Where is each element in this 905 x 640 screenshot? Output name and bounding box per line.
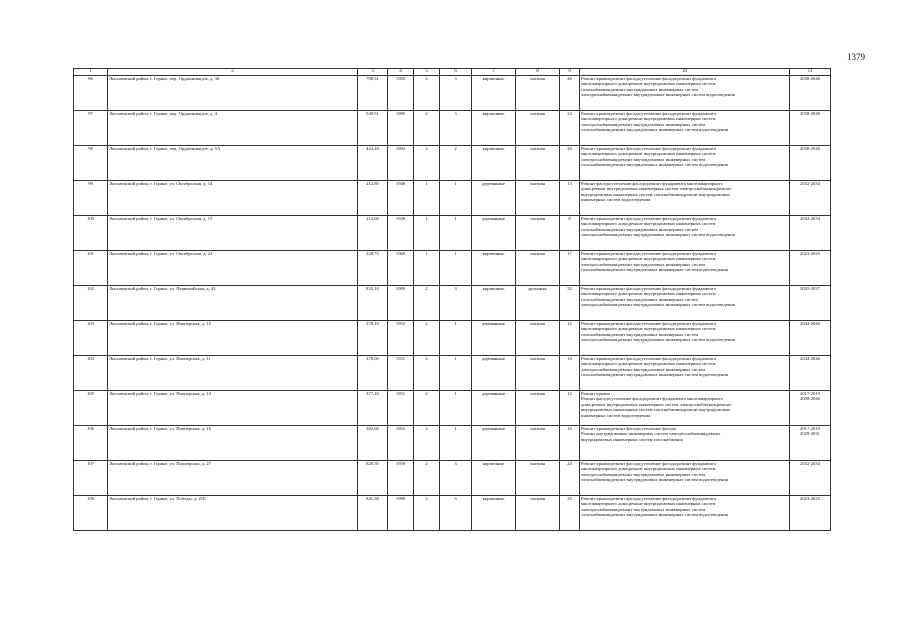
year-built-cell: 1952 [388, 426, 414, 461]
table-row [74, 181, 831, 216]
row-number: 96 [74, 76, 108, 111]
area-cell: 228,75 [358, 251, 388, 286]
row-number: 99 [74, 181, 108, 216]
apartments-cell: 8 [560, 216, 580, 251]
floors-cell: 2 [414, 461, 440, 496]
year-built-cell: 1989 [388, 496, 414, 531]
address-cell: Лысьвенский район, г. Горнье, ул. Пионерская, д. 14 [108, 391, 358, 426]
area-cell: 378,00 [358, 356, 388, 391]
table-row [74, 356, 831, 391]
floors-cell: 2 [414, 286, 440, 321]
work-line: многоквартирного дома;ремонт внутридомовых инженерных систем [581, 501, 716, 507]
roof-type-cell: скатная [516, 321, 560, 356]
work-line: электроснабжения;ремонт внутридомовых инженерных систем [581, 471, 706, 477]
entrances-cell: 1 [440, 181, 472, 216]
row-number: 106 [74, 426, 108, 461]
row-number: 104 [74, 356, 108, 391]
work-line: газоснабжения;ремонт внутридомовых инженерных систем [581, 86, 699, 92]
work-line: многоквартирного дома;ремонт внутридомовых инженерных систем [581, 466, 716, 472]
work-line: многоквартирного дома;ремонт внутридомовых инженерных систем [581, 326, 716, 332]
works-list-cell [580, 251, 790, 286]
column-header-3: 3 [358, 69, 388, 76]
roof-type-cell: скатная [516, 146, 560, 181]
works-list-cell [580, 286, 790, 321]
wall-material-cell: кирпичные [472, 496, 516, 531]
floors-cell: 2 [414, 356, 440, 391]
work-line: газоснабжения;ремонт внутридомовых инженерных систем водоотведения [581, 127, 728, 133]
period-cell: 2032-2034 [790, 216, 831, 251]
column-header-6: 6 [440, 69, 472, 76]
work-line: электроснабжения;ремонт внутридомовых инженерных систем водоотведения [581, 302, 735, 308]
row-number: 102 [74, 286, 108, 321]
table-row [74, 146, 831, 181]
work-line: многоквартирного дома;ремонт внутридомовых инженерных систем [581, 81, 716, 87]
address-cell: Лысьвенский район, г. Горнье, ул. Победы, д. 21Б [108, 496, 358, 531]
area-cell: 212,60 [358, 216, 388, 251]
table-row [74, 391, 831, 426]
area-cell: 377,40 [358, 391, 388, 426]
wall-material-cell: деревянные [472, 321, 516, 356]
housing-register-table [73, 68, 831, 531]
address-cell: Лысьвенский район, г. Горнье, ул. Октябрьская, д. 15 [108, 216, 358, 251]
roof-type-cell: скатная [516, 76, 560, 111]
row-number: 105 [74, 391, 108, 426]
apartments-cell: 20 [560, 146, 580, 181]
work-line: электроснабжения;ремонт внутридомовых инженерных систем [581, 506, 706, 512]
apartments-cell: 32 [560, 286, 580, 321]
table-row [74, 216, 831, 251]
work-line: газоснабжения;ремонт внутридомовых инженерных систем водоотведения [581, 372, 728, 378]
table-row [74, 251, 831, 286]
period-cell: 2023-2025 [790, 496, 831, 531]
entrances-cell: 3 [440, 461, 472, 496]
work-line: внутридомовых инженерных систем газоснабжения [581, 436, 683, 442]
year-built-cell: 1958 [388, 461, 414, 496]
floors-cell: 2 [414, 496, 440, 531]
work-line: Ремонт крыши;ремонт фасада;утепление фасада;ремонт фундамента [581, 496, 716, 501]
entrances-cell: 1 [440, 356, 472, 391]
works-list-cell [580, 461, 790, 496]
wall-material-cell: деревянные [472, 391, 516, 426]
work-line: Ремонт крыши;ремонт фасада;утепление фасада;ремонт фундамента [581, 76, 716, 81]
floors-cell: 1 [414, 216, 440, 251]
period-cell: 2032-2034 [790, 181, 831, 216]
address-cell: Лысьвенский район, г. Горнье, ул. Пионерская, д. 15 [108, 321, 358, 356]
roof-type-cell: скатная [516, 181, 560, 216]
work-line: газоснабжения;ремонт внутридомовых инженерных систем водоотведения [581, 477, 728, 483]
work-line: электроснабжения;ремонт внутридомовых инженерных систем водоотведения [581, 232, 735, 238]
work-line: Ремонт крыши;ремонт фасада;утепление фасада;ремонт фундамента [581, 146, 716, 151]
period-cell: 2023-2025 [790, 251, 831, 286]
period-cell: 2038-2040 [790, 76, 831, 111]
works-list-cell [580, 76, 790, 111]
work-line: газоснабжения;ремонт внутридомовых инженерных систем [581, 226, 699, 232]
apartments-cell: 24 [560, 461, 580, 496]
work-line: Ремонт крыши;ремонт фасада;утепление фасада;ремонт фундамента [581, 111, 716, 116]
address-cell: Лысьвенский район, г. Горнье, пер. Орджоникидзе, д. 5А [108, 146, 358, 181]
work-line: многоквартирного дома;ремонт внутридомовых инженерных систем [581, 256, 716, 262]
column-header-11: 11 [790, 69, 831, 76]
apartments-cell: 12 [560, 391, 580, 426]
page-number: 1379 [847, 52, 865, 62]
entrances-cell: 1 [440, 321, 472, 356]
floors-cell: 2 [414, 426, 440, 461]
table-row [74, 496, 831, 531]
year-built-cell: 1985 [388, 111, 414, 146]
column-header-5: 5 [414, 69, 440, 76]
works-list-cell [580, 181, 790, 216]
entrances-cell: 3 [440, 76, 472, 111]
year-built-cell: 1960 [388, 251, 414, 286]
address-cell: Лысьвенский район, г. Горнье, ул. Октябрьская, д. 14 [108, 181, 358, 216]
address-cell: Лысьвенский район, г. Горнье, пер. Орджоникидзе, д. 36 [108, 76, 358, 111]
apartments-cell: 14 [560, 356, 580, 391]
column-header-1: 1 [74, 69, 108, 76]
area-cell: 841,30 [358, 496, 388, 531]
year-built-cell: 1951 [388, 356, 414, 391]
entrances-cell: 1 [440, 216, 472, 251]
work-line: Ремонт крыши [581, 391, 610, 396]
work-line: электроснабжения;ремонт внутридомовых инженерных систем [581, 156, 706, 162]
table-row [74, 426, 831, 461]
apartments-cell: 23 [560, 111, 580, 146]
floors-cell: 2 [414, 321, 440, 356]
table-row [74, 286, 831, 321]
work-line: Ремонт крыши;ремонт фасада;утепление фасада;ремонт фундамента [581, 321, 716, 326]
floors-cell: 2 [414, 146, 440, 181]
roof-type-cell: скатная [516, 356, 560, 391]
roof-type-cell: скатная [516, 461, 560, 496]
column-header-4: 4 [388, 69, 414, 76]
work-line: многоквартирного дома;ремонт внутридомовых инженерных систем [581, 151, 716, 157]
period-cell: 2038-2040 [790, 146, 831, 181]
address-cell: Лысьвенский район, г. Горнье, ул. Пионерская, д. 27 [108, 461, 358, 496]
address-cell: Лысьвенский район, г. Горнье, ул. Пионерская, д. 11 [108, 356, 358, 391]
work-line: многоквартирного дома;ремонт внутридомовых инженерных систем [581, 291, 716, 297]
period-cell: 2017-2019 2038-2040 [790, 391, 831, 426]
address-cell: Лысьвенский район, г. Горнье, ул. Первомайская, д. 42 [108, 286, 358, 321]
row-number: 103 [74, 321, 108, 356]
work-line: Ремонт фасада;утепление фасада;ремонт фундамента многоквартирного [581, 181, 723, 186]
period-cell: 2032-2034 [790, 461, 831, 496]
apartments-cell: 17 [560, 251, 580, 286]
floors-cell: 2 [414, 76, 440, 111]
year-built-cell: 1982 [388, 76, 414, 111]
column-number-row [74, 69, 831, 76]
work-line: Ремонт крыши;ремонт фасада;утепление фасада;ремонт фундамента [581, 216, 716, 221]
column-header-2: 2 [108, 69, 358, 76]
works-list-cell [580, 356, 790, 391]
year-built-cell: 1982 [388, 146, 414, 181]
entrances-cell: 3 [440, 286, 472, 321]
row-number: 107 [74, 461, 108, 496]
table-row [74, 461, 831, 496]
roof-type-cell: скатная [516, 251, 560, 286]
table-row [74, 76, 831, 111]
entrances-cell: 3 [440, 496, 472, 531]
apartments-cell: 13 [560, 181, 580, 216]
roof-type-cell: скатная [516, 391, 560, 426]
work-line: электроснабжения;ремонт внутридомовых инженерных систем водоотведения [581, 92, 735, 98]
work-line: газоснабжения;ремонт внутридомовых инженерных систем водоотведения [581, 512, 728, 518]
period-cell: 2044-2046 [790, 321, 831, 356]
period-cell: 2044-2046 [790, 356, 831, 391]
work-line: дома;ремонт внутридомовых инженерных систем электроснабжения;ремонт [581, 186, 731, 192]
work-line: Ремонт крыши;ремонт фасада;утепление фасада [581, 426, 676, 431]
row-number: 101 [74, 251, 108, 286]
column-header-7: 7 [472, 69, 516, 76]
period-cell: 2038-2040 [790, 111, 831, 146]
apartments-cell: 12 [560, 321, 580, 356]
work-line: газоснабжения;ремонт внутридомовых инженерных систем [581, 331, 699, 337]
address-cell: Лысьвенский район, г. Горнье, ул. Пионерская, д. 16 [108, 426, 358, 461]
works-list-cell [580, 146, 790, 181]
address-cell: Лысьвенский район, г. Горнье, ул. Октябрьская, д. 22 [108, 251, 358, 286]
work-line: электроснабжения;ремонт внутридомовых инженерных систем водоотведения [581, 337, 735, 343]
work-line: Ремонт крыши;ремонт фасада;утепление фасада;ремонт фундамента [581, 286, 716, 291]
work-line: внутридомовых инженерных систем газоснабжения;ремонт внутридомовых [581, 407, 731, 413]
table-row [74, 111, 831, 146]
column-header-9: 9 [560, 69, 580, 76]
works-list-cell [580, 496, 790, 531]
work-line: Ремонт крыши;ремонт фасада;утепление фасада;ремонт фундамента [581, 356, 716, 361]
work-line: Ремонт внутридомовых инженерных систем электроснабжения;ремонт [581, 431, 721, 437]
wall-material-cell: деревянные [472, 181, 516, 216]
apartments-cell: 26 [560, 76, 580, 111]
work-line: инженерных систем водоотведения [581, 197, 651, 203]
work-line: многоквартирного дома;ремонт внутридомовых инженерных систем [581, 116, 716, 122]
floors-cell: 1 [414, 251, 440, 286]
column-header-8: 8 [516, 69, 560, 76]
work-line: инженерных систем водоотведения [581, 412, 651, 418]
year-built-cell: 1952 [388, 321, 414, 356]
area-cell: 835,10 [358, 286, 388, 321]
address-cell: Лысьвенский район, г. Горнье, пер. Орджоникидзе, д. 4 [108, 111, 358, 146]
entrances-cell: 1 [440, 426, 472, 461]
wall-material-cell: кирпичные [472, 146, 516, 181]
area-cell: 549,91 [358, 111, 388, 146]
period-cell: 2017-2019 2029-2031 [790, 426, 831, 461]
work-line: многоквартирного дома;ремонт внутридомовых инженерных систем [581, 221, 716, 227]
year-built-cell: 1946 [388, 181, 414, 216]
area-cell: 278,10 [358, 321, 388, 356]
entrances-cell: 2 [440, 146, 472, 181]
floors-cell: 1 [414, 181, 440, 216]
roof-type-cell: рулонная [516, 286, 560, 321]
wall-material-cell: кирпичные [472, 461, 516, 496]
wall-material-cell: кирпичные [472, 286, 516, 321]
area-cell: 798,31 [358, 76, 388, 111]
apartments-cell: 25 [560, 496, 580, 531]
wall-material-cell: деревянные [472, 216, 516, 251]
entrances-cell: 1 [440, 391, 472, 426]
work-line: Ремонт фасада;утепление фасада;ремонт фундамента многоквартирного [581, 396, 723, 402]
entrances-cell: 3 [440, 111, 472, 146]
wall-material-cell: кирпичные [472, 76, 516, 111]
area-cell: 829,30 [358, 461, 388, 496]
work-line: газоснабжения;ремонт внутридомовых инженерных систем [581, 296, 699, 302]
year-built-cell: 1989 [388, 286, 414, 321]
work-line: многоквартирного дома;ремонт внутридомовых инженерных систем [581, 361, 716, 367]
apartments-cell: 16 [560, 426, 580, 461]
work-line: электроснабжения;ремонт внутридомовых инженерных систем [581, 121, 706, 127]
floors-cell: 2 [414, 391, 440, 426]
works-list-cell [580, 111, 790, 146]
area-cell: 424,10 [358, 146, 388, 181]
roof-type-cell: скатная [516, 111, 560, 146]
row-number: 98 [74, 146, 108, 181]
work-line: внутридомовых инженерных систем газоснабжения;ремонт внутридомовых [581, 191, 731, 197]
works-list-cell [580, 216, 790, 251]
wall-material-cell: кирпичные [472, 251, 516, 286]
wall-material-cell: кирпичные [472, 111, 516, 146]
wall-material-cell: деревянные [472, 426, 516, 461]
area-cell: 382,60 [358, 426, 388, 461]
entrances-cell: 1 [440, 251, 472, 286]
row-number: 108 [74, 496, 108, 531]
work-line: Ремонт крыши;ремонт фасада;утепление фасада;ремонт фундамента [581, 251, 716, 256]
work-line: газоснабжения;ремонт внутридомовых инженерных систем водоотведения [581, 162, 728, 168]
works-list-cell [580, 321, 790, 356]
row-number: 97 [74, 111, 108, 146]
work-line: дома;ремонт внутридомовых инженерных систем электроснабжения;ремонт [581, 401, 731, 407]
table-row [74, 321, 831, 356]
period-cell: 2035-2037 [790, 286, 831, 321]
work-line: электроснабжения;ремонт внутридомовых инженерных систем [581, 261, 706, 267]
floors-cell: 2 [414, 111, 440, 146]
area-cell: 212,80 [358, 181, 388, 216]
wall-material-cell: деревянные [472, 356, 516, 391]
year-built-cell: 1948 [388, 216, 414, 251]
works-list-cell [580, 391, 790, 426]
column-header-10: 10 [580, 69, 790, 76]
work-line: Ремонт крыши;ремонт фасада;утепление фасада;ремонт фундамента [581, 461, 716, 466]
roof-type-cell: скатная [516, 426, 560, 461]
row-number: 100 [74, 216, 108, 251]
year-built-cell: 1951 [388, 391, 414, 426]
work-line: газоснабжения;ремонт внутридомовых инженерных систем водоотведения [581, 267, 728, 273]
roof-type-cell: скатная [516, 216, 560, 251]
work-line: электроснабжения;ремонт внутридомовых инженерных систем [581, 366, 706, 372]
roof-type-cell: скатная [516, 496, 560, 531]
works-list-cell [580, 426, 790, 461]
